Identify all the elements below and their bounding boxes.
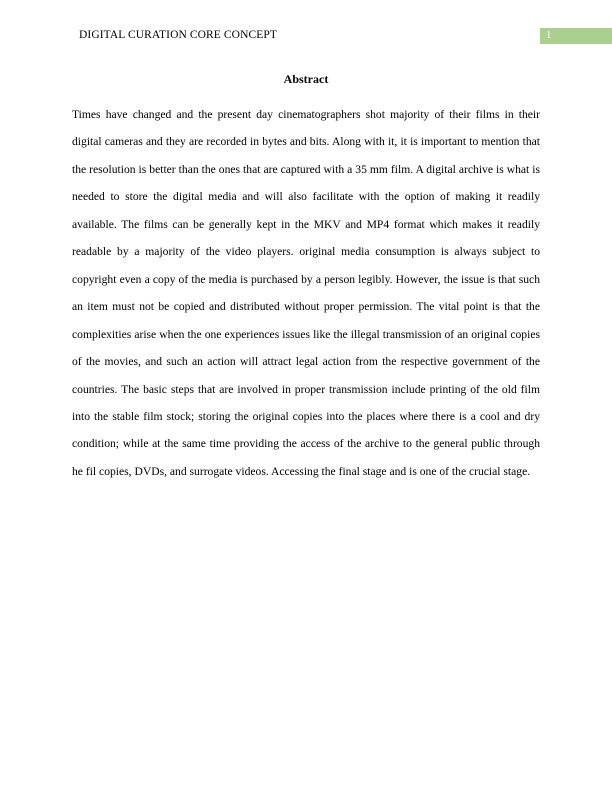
abstract-body: Times have changed and the present day cinematographers shot majority of their films in their digital cameras and they are recorded in bytes and bits. Along with it, it is important to mention that the resolution is better than the ones that are captured with a 35 mm film. A digital archive is what is needed to store the digital media and will also facilitate with the option of making it readily available. The films can be generally kept in the MKV and MP4 format which makes it readily readable by a majority of the video players. original media consumption is always subject to copyright even a copy of the media is purchased by a person legibly. However, the issue is that such an item must not be copied and distributed without proper permission. The vital point is that the complexities arise when the one experiences issues like the illegal transmission of an original copies of the movies, and such an action will attract legal action from the respective government of the countries. The basic steps that are involved in proper transmission include printing of the old film into the stable film stock; storing the original copies into the places where there is a cool and dry condition; while at the same time providing the access of the archive to the general public through he fil copies, DVDs, and surrogate videos. Accessing the final stage and is one of the crucial stage.	[72, 108, 540, 478]
abstract-heading: Abstract	[283, 72, 329, 86]
page-number: 1	[546, 29, 552, 41]
running-head: DIGITAL CURATION CORE CONCEPT	[79, 29, 278, 41]
page-number-badge	[540, 28, 612, 44]
